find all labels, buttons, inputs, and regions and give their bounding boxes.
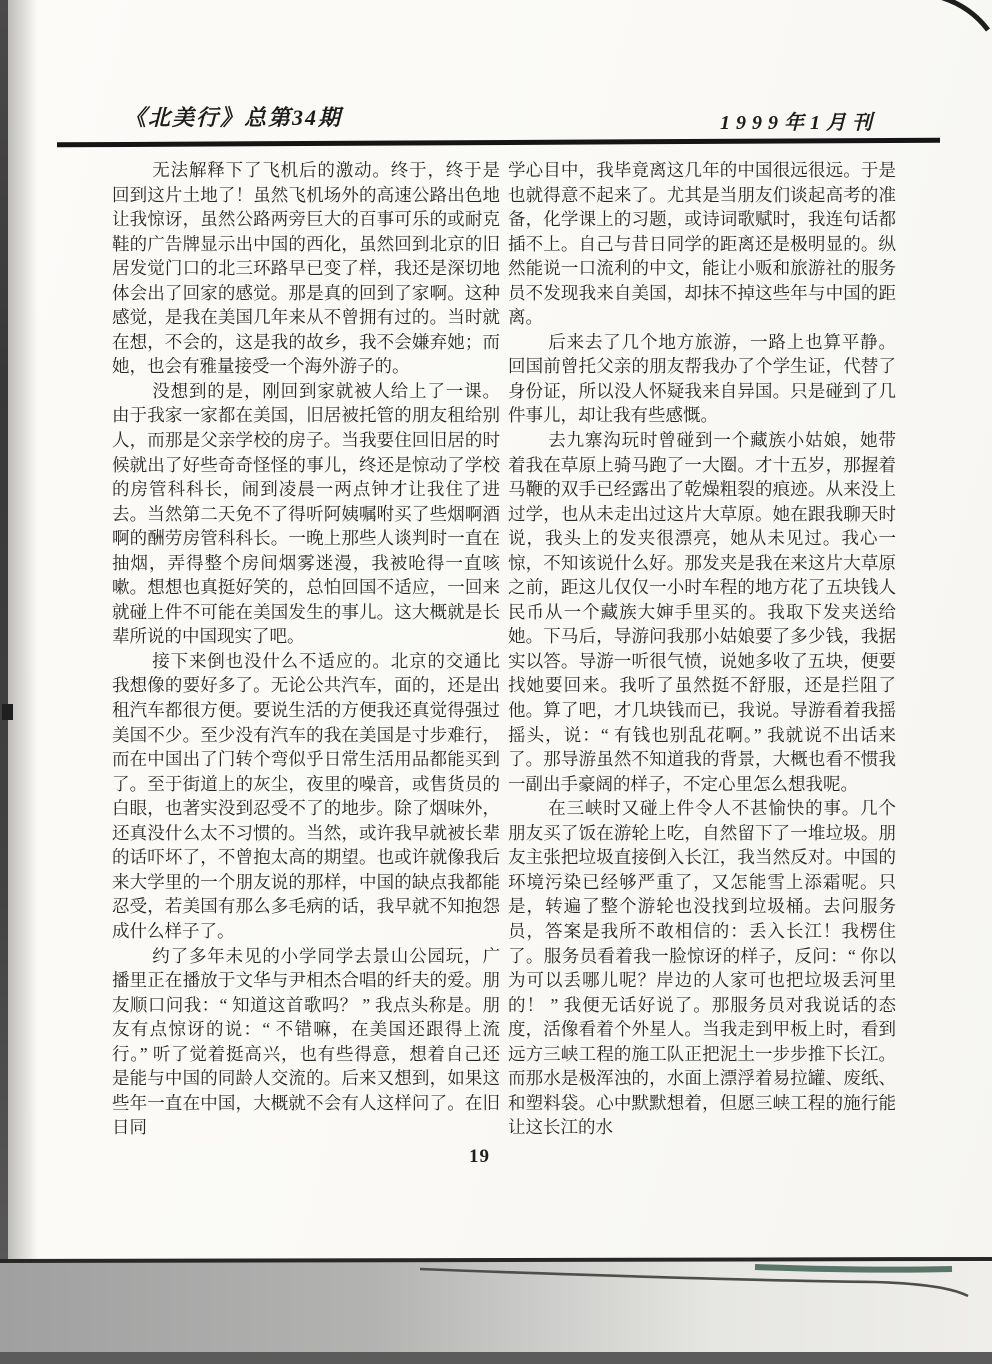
scan-spine-shadow: [0, 0, 8, 1262]
left-column: [112, 158, 500, 1140]
scan-corner-mark: [932, 0, 992, 34]
paragraph: 约了多年未见的小学同学去景山公园玩，广播里正在播放于文华与尹相杰合唱的纤夫的爱。朋友顺口问我：“ 知道这首歌吗？ ” 我点头称是。朋友有点惊讶的说：“ 不错嘛，在美国还跟得上流行。” 听了觉着挺高兴，也有些得意，想着自己还是能与中国的同龄人交流的。后来又想到，如果这些年一直在中国，大概就不会有人这样问了。在旧日同: [112, 945, 500, 1138]
paragraph: 没想到的是，刚回到家就被人给上了一课。由于我家一家都在美国，旧居被托管的朋友租给别人，而那是父亲学校的房子。当我要住回旧居的时候就出了好些奇奇怪怪的事儿，终还是惊动了学校的房管科科长，闹到凌晨一两点钟才让我住了进去。当然第二天免不了得听阿姨嘱咐买了些烟啊酒啊的酬劳房管科科长。一晚上那些人谈判时一直在抽烟，弄得整个房间烟雾迷漫，我被呛得一直咳嗽。想想也真挺好笑的，总怕回国不适应，一回来就碰上件不可能在美国发生的事儿。这大概就是长辈所说的中国现实了吧。: [112, 380, 500, 647]
right-column: [508, 158, 896, 1140]
paragraph: 在三峡时又碰上件令人不甚愉快的事。几个朋友买了饭在游轮上吃，自然留下了一堆垃圾。朋友主张把垃圾直接倒入长江，我当然反对。中国的环境污染已经够严重了，又怎能雪上添霜呢。只是，转遍了整个游轮也没找到垃圾桶。去问服务员，答案是我所不敢相信的：丢入长江！我楞住了。服务员看着我一脸惊讶的样子，反问：“ 你以为可以丢哪儿呢？岸边的人家可也把垃圾丢河里的！ ” 我便无话好说了。那服务员对我说话的态度，活像看着个外星人。当我走到甲板上时，看到远方三峡工程的施工队正把泥土一步步推下长江。而那水是极浑浊的，水面上漂浮着易拉罐、废纸、和塑料袋。心中默默想着，但愿三峡工程的施行能让这长江的水: [508, 798, 896, 1138]
page-curl-lines: [420, 1260, 992, 1300]
scanner-bottom-band: [0, 1352, 992, 1364]
issue-date: 1999年1月刊: [720, 112, 878, 134]
paragraph: 接下来倒也没什么不适应的。北京的交通比我想像的要好多了。无论公共汽车，面的，还是出租汽车都很方便。要说生活的方便我还真觉得强过美国不少。至少没有汽车的我在美国是寸步难行，而在中国出了门转个弯似乎日常生活用品都能买到了。至于街道上的灰尘，夜里的噪音，或售货员的白眼，也著实没到忍受不了的地步。除了烟味外，还真没什么太不习惯的。当然，或许我早就被长辈的话吓坏了，不曾抱太高的期望。也或许就像我后来大学里的一个朋友说的那样，中国的缺点我都能忍受，若美国有那么多毛病的话，我早就不知抱怨成什么样子了。: [112, 650, 500, 941]
scan-edge-notch: [2, 704, 13, 720]
scan-spine-gradient: [8, 0, 38, 1262]
paragraph: 去九寨沟玩时曾碰到一个藏族小姑娘，她带着我在草原上骑马跑了一大圈。才十五岁，那握着马鞭的双手已经露出了乾燥粗裂的痕迹。从来没上过学，也从未走出过这片大草原。她在跟我聊天时说，我头上的发夹很漂亮，她从未见过。我心一惊，不知该说什么好。那发夹是我在来这片大草原之前，距这儿仅仅一小时车程的地方花了五块钱人民币从一个藏族大婶手里买的。我取下发夹送给她。下马后，导游问我那小姑娘要了多少钱，我据实以答。导游一听很气愤，说她多收了五块，便要找她要回来。我听了虽然挺不舒服，还是拦阻了他。算了吧，才几块钱而已，我说。导游看着我摇摇头，说：“ 有钱也别乱花啊。” 我就说不出话来了。那导游虽然不知道我的背景，大概也看不惯我一副出手豪阔的样子，不定心里怎么想我呢。: [508, 430, 896, 794]
paragraph: 后来去了几个地方旅游，一路上也算平静。回国前曾托父亲的朋友帮我办了个学生证，代替了身份证，所以没人怀疑我来自异国。只是碰到了几件事儿，却让我有些感慨。: [508, 331, 896, 426]
page-number: 19: [469, 1146, 490, 1167]
paragraph-continuation: 学心目中，我毕竟离这几年的中国很远很远。于是也就得意不起来了。尤其是当朋友们谈起高考的准备，化学课上的习题，或诗词歌赋时，我连句话都插不上。自己与昔日同学的距离还是极明显的。纵然能说一口流利的中文，能让小贩和旅游社的服务员不发现我来自美国，却抹不掉这些年与中国的距离。: [508, 160, 896, 328]
journal-title: 《北美行》总第34期: [124, 105, 343, 130]
article-body: [112, 158, 896, 1140]
paragraph: 无法解释下了飞机后的激动。终于，终于是回到这片土地了！虽然飞机场外的高速公路出色地让我惊讶，虽然公路两旁巨大的百事可乐的或耐克鞋的广告牌显示出中国的西化，虽然回到北京的旧居发觉门口的北三环路早已变了样，我还是深切地体会出了回家的感觉。那是真的回到了家啊。这种感觉，是我在美国几年来从不曾拥有过的。当时就在想，不会的，这是我的故乡，我不会嫌弃她；而她，也会有雅量接受一个海外游子的。: [112, 160, 500, 377]
header-rule: [57, 138, 940, 148]
